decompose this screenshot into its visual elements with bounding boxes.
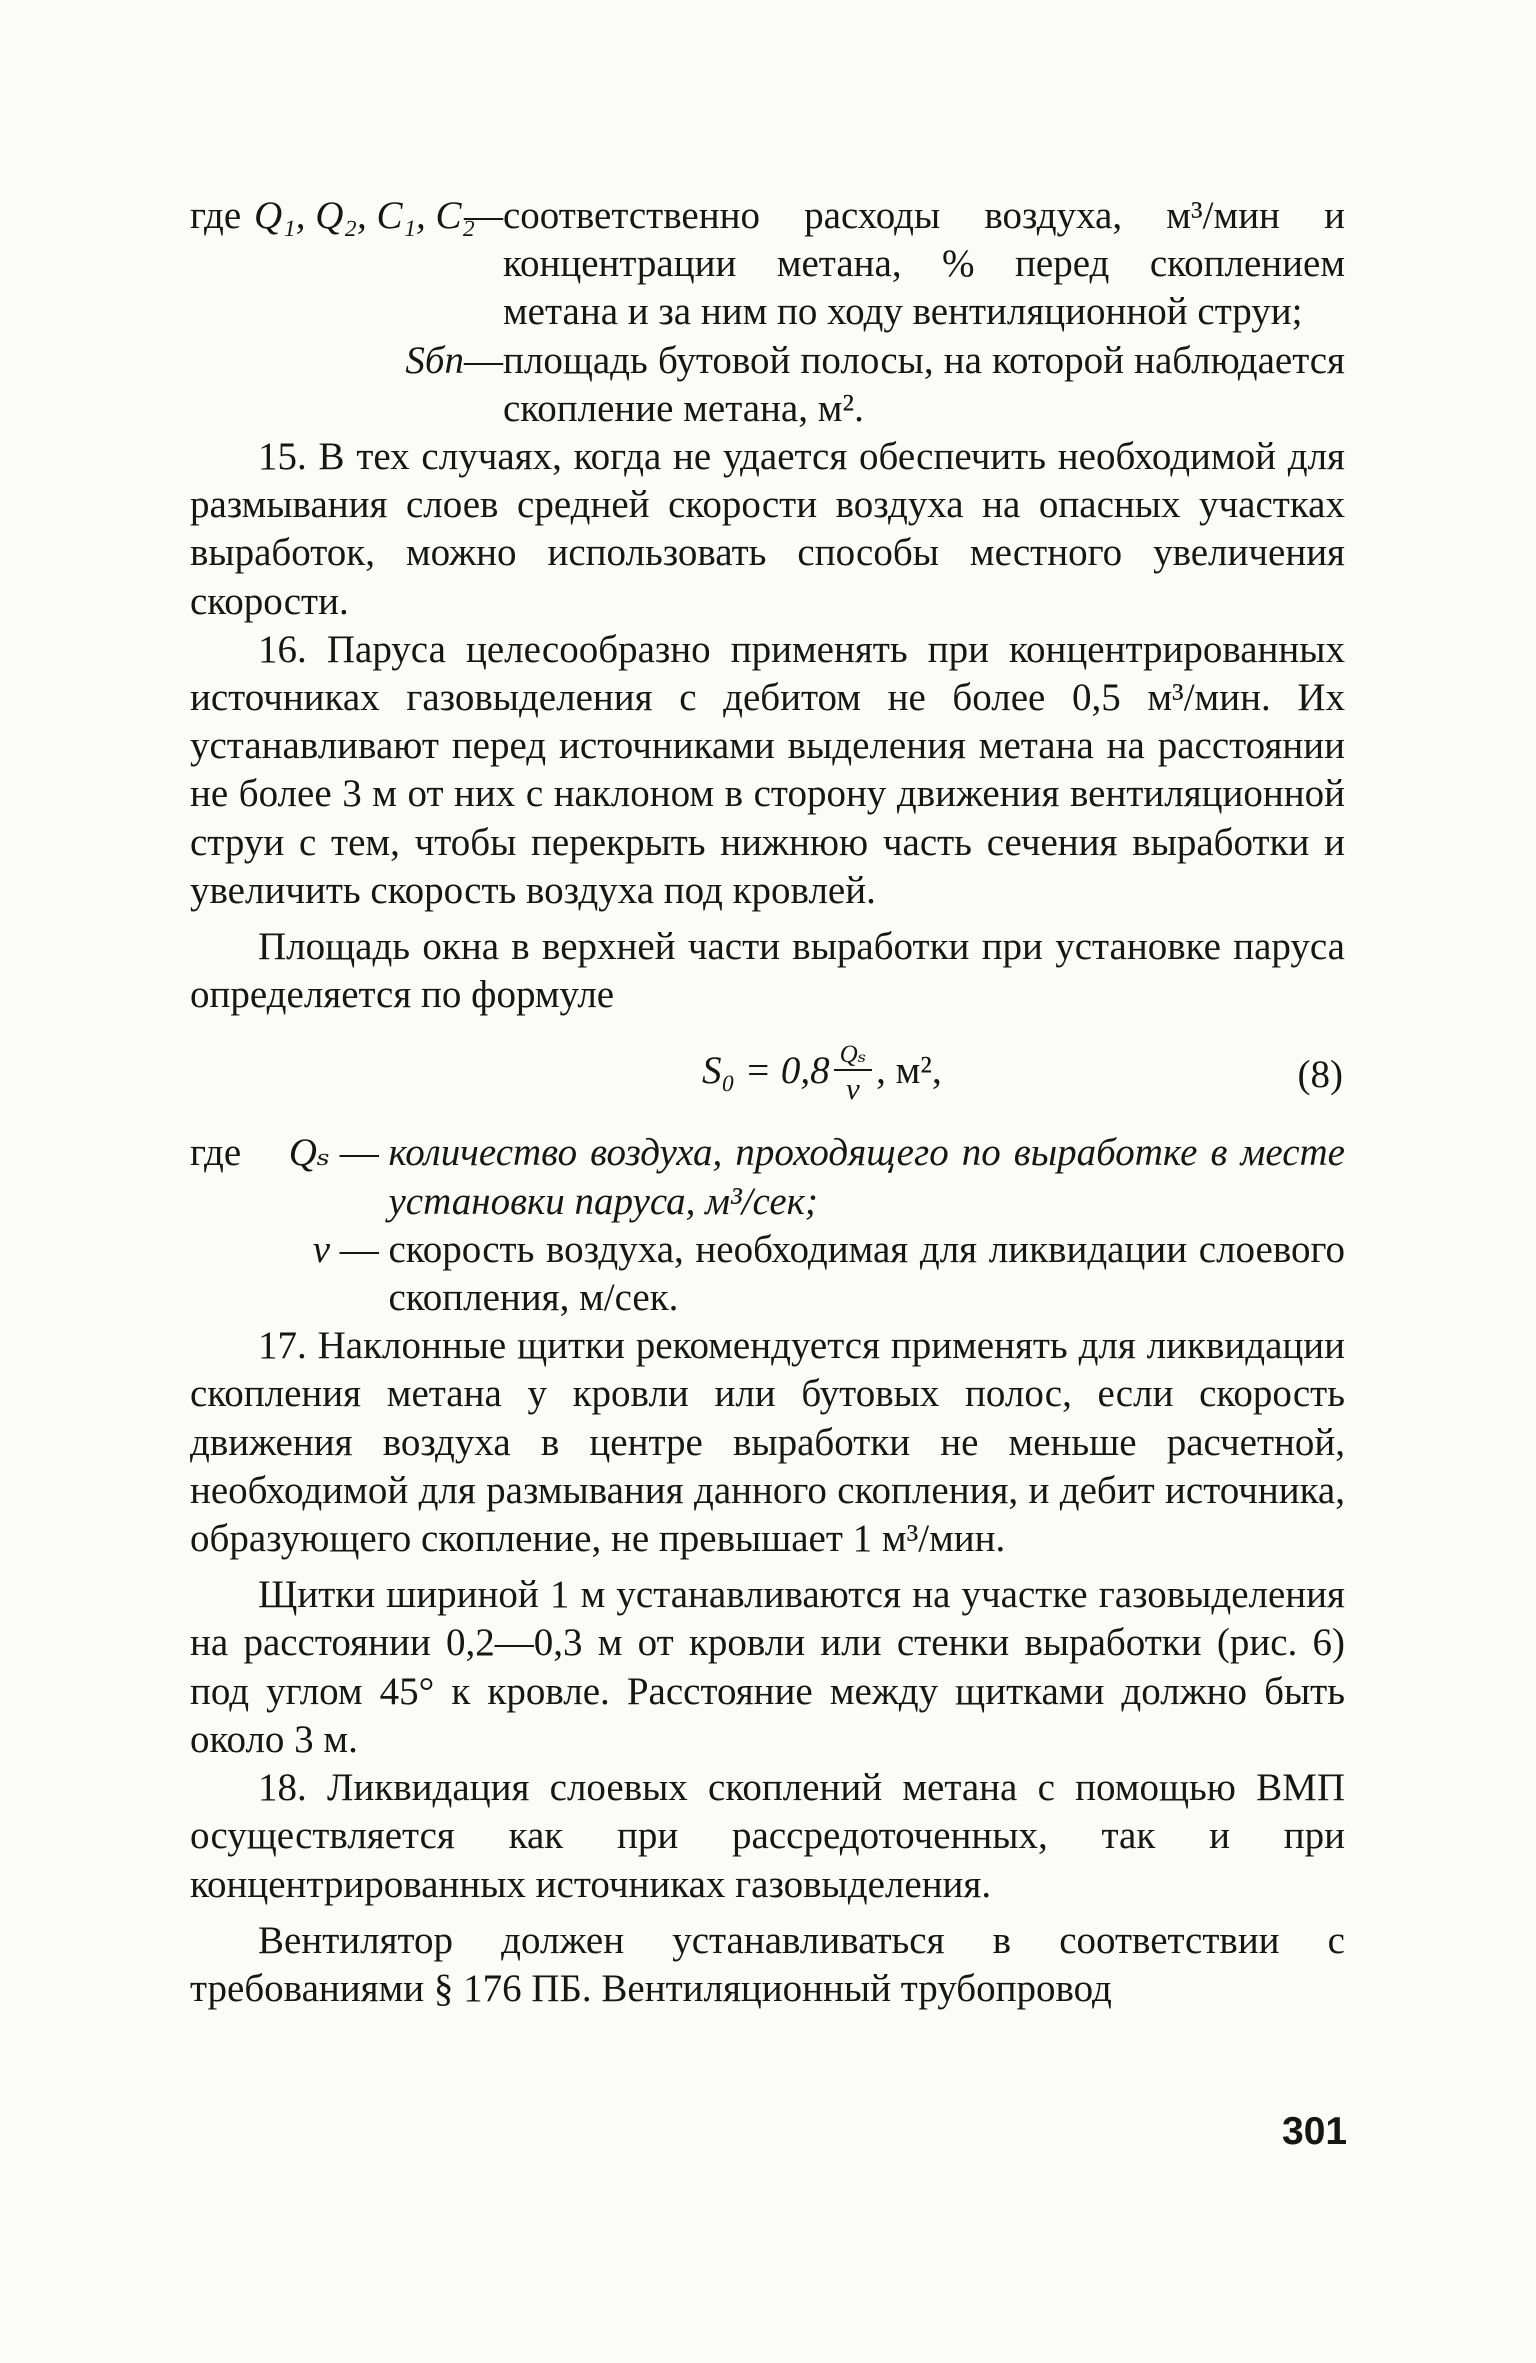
dash: — [464,194,503,237]
formula-numerator: Qₛ [834,1041,872,1071]
formula-expression [702,1041,942,1107]
equation-number: (8) [1297,1053,1343,1097]
dash: — [330,1131,389,1175]
definition-term: Sбп [405,338,464,382]
definition-term: v [312,1227,330,1271]
definition-term: Qₛ [288,1131,330,1175]
definition-text: площадь бутовой полосы, на которой наблюдается скопление метана, м². [503,338,1345,430]
formula-unit: , м², [876,1049,942,1093]
formula-8 [190,1019,1345,1129]
definition-text: количество воздуха, проходящего по выработке в месте установки паруса, м³/сек; [388,1131,1345,1223]
definition-row [190,337,1345,433]
definition-term: Q₁, Q₂, C₁, C₂ [254,194,476,237]
paragraph-18-continued: Вентилятор должен устанавливаться в соответствии с требованиями § 176 ПБ. Вентиляционный трубопровод [190,1918,1345,2010]
definition-row [190,192,1345,337]
paragraph-17-continued: Щитки шириной 1 м устанавливаются на участке газовыделения на расстоянии 0,2—0,3 м от кровли или стенки выработки (рис. 6) под углом 45° к кровле. Расстояние между щитками должно быть около 3 м. [190,1573,1345,1761]
definition-row [190,1226,1345,1322]
paragraph-16-formula-intro: Площадь окна в верхней части выработки при установке паруса определяется по формуле [190,925,1345,1017]
definition-lead: где [190,194,242,237]
formula-fraction [834,1041,872,1107]
text-column [190,192,1345,2013]
paragraph-16: 16. Паруса целесообразно применять при концентрированных источниках газовыделения с дебитом не более 0,5 м³/мин. Их устанавливают перед источниками выделения метана на расстоянии не более 3 м от них с наклоном в сторону движения вентиляционной струи с тем, чтобы перекрыть нижнюю часть сечения выработки и увеличить скорость воздуха под кровлей. [190,627,1345,912]
paragraph-17: 17. Наклонные щитки рекомендуется применять для ликвидации скопления метана у кровли или бутовых полос, если скорость движения воздуха в центре выработки не меньше расчетной, необходимой для размывания данного скопления, и дебит источника, образующего скопление, не превышает 1 м³/мин. [190,1324,1345,1561]
paragraph-15: 15. В тех случаях, когда не удается обеспечить необходимой для размывания слоев средней скорости воздуха на опасных участках выработок, можно использовать способы местного увеличения скорости. [190,435,1345,623]
definition-lead: где [190,1131,242,1175]
definition-row [190,1129,1345,1225]
definition-text: скорость воздуха, необходимая для ликвидации слоевого скопления, м/сек. [388,1227,1345,1320]
formula-lhs: S₀ = 0,8 [702,1049,830,1093]
dash: — [464,338,503,382]
definitions-list-2 [190,1129,1345,1322]
paragraph-18: 18. Ликвидация слоевых скоплений метана с помощью ВМП осуществляется как при рассредоточенных, так и при концентрированных источниках газовыделения. [190,1766,1345,1906]
formula-denominator: v [846,1071,860,1107]
definition-text: соответственно расходы воздуха, м³/мин и концентрации метана, % перед скоплением метана и за ним по ходу вентиляционной струи; [503,194,1345,334]
dash: — [330,1227,389,1271]
page-number: 301 [1282,2110,1348,2153]
definitions-list-1 [190,192,1345,433]
